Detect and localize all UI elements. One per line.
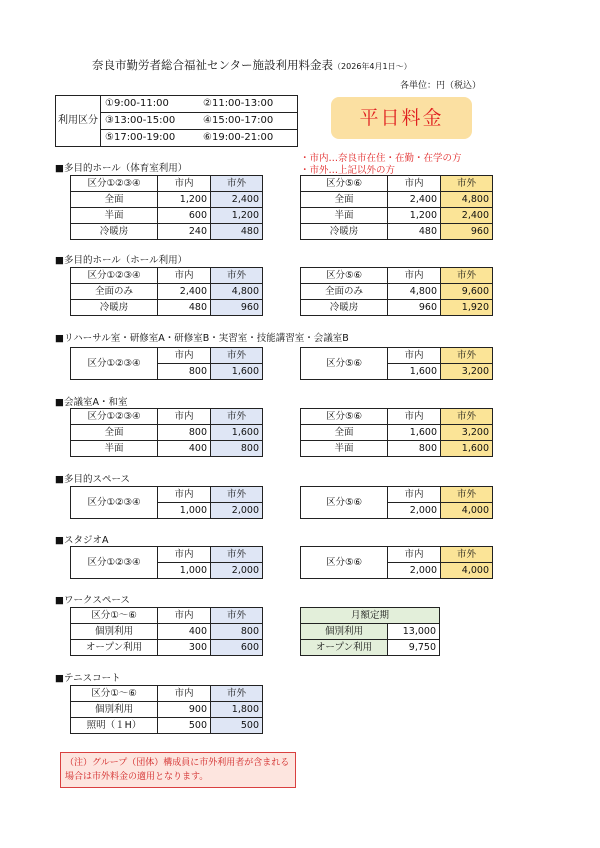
header-cell: 市外 bbox=[211, 268, 263, 284]
header-cell: 市内 bbox=[158, 268, 211, 284]
time-slot-cell: ②11:00-13:00 bbox=[199, 96, 298, 113]
header-cell: 市内 bbox=[388, 409, 441, 425]
header-cell: 区分⑤⑥ bbox=[301, 268, 388, 284]
page-title: 奈良市勤労者総合福祉センター施設利用料金表（2026年4月1日～） bbox=[92, 58, 412, 72]
header-cell: 区分①②③④ bbox=[71, 268, 158, 284]
row-label: 全面 bbox=[71, 192, 158, 208]
row-label: 個別利用 bbox=[71, 702, 158, 718]
row-label: 個別利用 bbox=[301, 624, 388, 640]
price-out: 2,000 bbox=[211, 563, 263, 579]
price-out: 1,600 bbox=[211, 364, 263, 380]
price-in: 1,000 bbox=[158, 503, 211, 519]
header-cell: 市内 bbox=[158, 176, 211, 192]
header-cell: 市内 bbox=[158, 348, 211, 364]
section-title-tennis: ■テニスコート bbox=[55, 673, 121, 684]
section-title-space: ■多目的スペース bbox=[55, 474, 131, 485]
header-cell: 市外 bbox=[441, 487, 493, 503]
table-hall-stage-day bbox=[70, 267, 263, 316]
header-cell: 市外 bbox=[211, 348, 263, 364]
legend-nonresident: ・市外…上記以外の方 bbox=[300, 165, 396, 176]
time-slot-cell: ③13:00-15:00 bbox=[101, 113, 200, 130]
header-cell: 市外 bbox=[211, 487, 263, 503]
row-label: 全面 bbox=[71, 425, 158, 441]
row-label: 全面 bbox=[301, 192, 388, 208]
price-out: 2,400 bbox=[211, 192, 263, 208]
price-in: 900 bbox=[158, 702, 211, 718]
price-in: 600 bbox=[158, 208, 211, 224]
price-out: 960 bbox=[441, 224, 493, 240]
header-cell: 市内 bbox=[158, 686, 211, 702]
section-title-workspace: ■ワークスペース bbox=[55, 595, 130, 606]
price-in: 480 bbox=[158, 300, 211, 316]
header-cell: 区分①②③④ bbox=[71, 487, 158, 519]
price-monthly: 13,000 bbox=[388, 624, 440, 640]
header-cell: 市外 bbox=[211, 608, 263, 624]
header-cell: 月額定期 bbox=[301, 608, 440, 624]
header-cell: 市外 bbox=[441, 268, 493, 284]
table-studio-night bbox=[300, 546, 493, 579]
header-cell: 市内 bbox=[388, 268, 441, 284]
price-out: 500 bbox=[211, 718, 263, 734]
header-cell: 区分①②③④ bbox=[71, 547, 158, 579]
price-in: 1,600 bbox=[388, 425, 441, 441]
table-space-day bbox=[70, 486, 263, 519]
header-cell: 区分⑤⑥ bbox=[301, 348, 388, 380]
legend-resident: ・市内…奈良市在住・在勤・在学の方 bbox=[300, 153, 462, 164]
price-in: 1,200 bbox=[158, 192, 211, 208]
row-label: オープン利用 bbox=[71, 640, 158, 656]
price-in: 960 bbox=[388, 300, 441, 316]
price-in: 1,200 bbox=[388, 208, 441, 224]
price-in: 400 bbox=[158, 624, 211, 640]
table-hall-stage-night bbox=[300, 267, 493, 316]
table-hall-gym-day bbox=[70, 175, 263, 240]
header-cell: 市内 bbox=[158, 487, 211, 503]
price-out: 4,800 bbox=[441, 192, 493, 208]
header-cell: 市外 bbox=[211, 686, 263, 702]
price-in: 1,000 bbox=[158, 563, 211, 579]
row-label: 半面 bbox=[301, 441, 388, 457]
section-title-studio: ■スタジオA bbox=[55, 535, 109, 546]
unit-note: 各単位：円（税込） bbox=[400, 81, 482, 91]
price-out: 1,600 bbox=[441, 441, 493, 457]
price-out: 4,000 bbox=[441, 503, 493, 519]
price-out: 1,800 bbox=[211, 702, 263, 718]
header-cell: 市内 bbox=[388, 547, 441, 563]
price-out: 480 bbox=[211, 224, 263, 240]
price-in: 400 bbox=[158, 441, 211, 457]
header-cell: 区分①②③④ bbox=[71, 409, 158, 425]
time-slot-label: 利用区分 bbox=[56, 96, 101, 147]
price-out: 800 bbox=[211, 624, 263, 640]
section-title-meeting: ■会議室A・和室 bbox=[55, 397, 128, 408]
price-out: 960 bbox=[211, 300, 263, 316]
header-cell: 区分①～⑥ bbox=[71, 608, 158, 624]
time-slot-cell: ①9:00-11:00 bbox=[101, 96, 200, 113]
row-label: 半面 bbox=[301, 208, 388, 224]
price-in: 800 bbox=[158, 364, 211, 380]
price-out: 800 bbox=[211, 441, 263, 457]
price-in: 500 bbox=[158, 718, 211, 734]
table-tennis bbox=[70, 685, 263, 734]
header-cell: 区分⑤⑥ bbox=[301, 176, 388, 192]
header-cell: 市外 bbox=[211, 547, 263, 563]
price-in: 480 bbox=[388, 224, 441, 240]
price-out: 1,200 bbox=[211, 208, 263, 224]
header-cell: 市内 bbox=[388, 176, 441, 192]
section-title-hall-stage: ■多目的ホール（ホール利用） bbox=[55, 255, 188, 266]
footer-note: （注）グループ（団体）構成員に市外利用者が含まれる場合は市外料金の適用となります。 bbox=[60, 752, 296, 788]
price-out: 3,200 bbox=[441, 364, 493, 380]
row-label: 照明（１H） bbox=[71, 718, 158, 734]
section-title-hall-gym: ■多目的ホール（体育室利用） bbox=[55, 163, 188, 174]
header-cell: 区分⑤⑥ bbox=[301, 487, 388, 519]
header-cell: 市外 bbox=[441, 176, 493, 192]
time-slot-cell: ④15:00-17:00 bbox=[199, 113, 298, 130]
price-in: 300 bbox=[158, 640, 211, 656]
price-in: 1,600 bbox=[388, 364, 441, 380]
table-hall-gym-night bbox=[300, 175, 493, 240]
price-in: 800 bbox=[388, 441, 441, 457]
table-workspace bbox=[70, 607, 263, 656]
header-cell: 市内 bbox=[388, 348, 441, 364]
weekday-rate-badge: 平日料金 bbox=[331, 97, 472, 139]
price-out: 600 bbox=[211, 640, 263, 656]
row-label: 全面のみ bbox=[301, 284, 388, 300]
header-cell: 市外 bbox=[211, 176, 263, 192]
table-studio-day bbox=[70, 546, 263, 579]
table-meeting-day bbox=[70, 408, 263, 457]
price-in: 2,400 bbox=[388, 192, 441, 208]
header-cell: 区分①②③④ bbox=[71, 176, 158, 192]
header-cell: 市内 bbox=[158, 608, 211, 624]
price-monthly: 9,750 bbox=[388, 640, 440, 656]
row-label: 冷暖房 bbox=[301, 224, 388, 240]
header-cell: 区分①～⑥ bbox=[71, 686, 158, 702]
time-slot-table bbox=[55, 95, 298, 147]
time-slot-cell: ⑤17:00-19:00 bbox=[101, 130, 200, 147]
row-label: 冷暖房 bbox=[71, 224, 158, 240]
price-out: 3,200 bbox=[441, 425, 493, 441]
section-title-rehearsal: ■リハーサル室・研修室A・研修室B・実習室・技能講習室・会議室B bbox=[55, 333, 349, 344]
price-in: 240 bbox=[158, 224, 211, 240]
price-in: 4,800 bbox=[388, 284, 441, 300]
row-label: 冷暖房 bbox=[71, 300, 158, 316]
price-out: 2,400 bbox=[441, 208, 493, 224]
header-cell: 市内 bbox=[158, 547, 211, 563]
price-out: 1,600 bbox=[211, 425, 263, 441]
price-out: 2,000 bbox=[211, 503, 263, 519]
row-label: 個別利用 bbox=[71, 624, 158, 640]
row-label: オープン利用 bbox=[301, 640, 388, 656]
price-out: 9,600 bbox=[441, 284, 493, 300]
table-space-night bbox=[300, 486, 493, 519]
header-cell: 市内 bbox=[158, 409, 211, 425]
table-meeting-night bbox=[300, 408, 493, 457]
row-label: 半面 bbox=[71, 208, 158, 224]
header-cell: 区分①②③④ bbox=[71, 348, 158, 380]
price-out: 4,000 bbox=[441, 563, 493, 579]
table-rehearsal-night bbox=[300, 347, 493, 380]
price-in: 2,000 bbox=[388, 503, 441, 519]
header-cell: 市内 bbox=[388, 487, 441, 503]
row-label: 冷暖房 bbox=[301, 300, 388, 316]
price-out: 1,920 bbox=[441, 300, 493, 316]
row-label: 全面のみ bbox=[71, 284, 158, 300]
row-label: 全面 bbox=[301, 425, 388, 441]
price-in: 2,400 bbox=[158, 284, 211, 300]
header-cell: 市外 bbox=[441, 547, 493, 563]
price-out: 4,800 bbox=[211, 284, 263, 300]
header-cell: 市外 bbox=[441, 409, 493, 425]
row-label: 半面 bbox=[71, 441, 158, 457]
table-workspace-monthly bbox=[300, 607, 440, 656]
time-slot-cell: ⑥19:00-21:00 bbox=[199, 130, 298, 147]
table-rehearsal-day bbox=[70, 347, 263, 380]
header-cell: 市外 bbox=[441, 348, 493, 364]
header-cell: 市外 bbox=[211, 409, 263, 425]
price-in: 2,000 bbox=[388, 563, 441, 579]
price-in: 800 bbox=[158, 425, 211, 441]
header-cell: 区分⑤⑥ bbox=[301, 409, 388, 425]
header-cell: 区分⑤⑥ bbox=[301, 547, 388, 579]
